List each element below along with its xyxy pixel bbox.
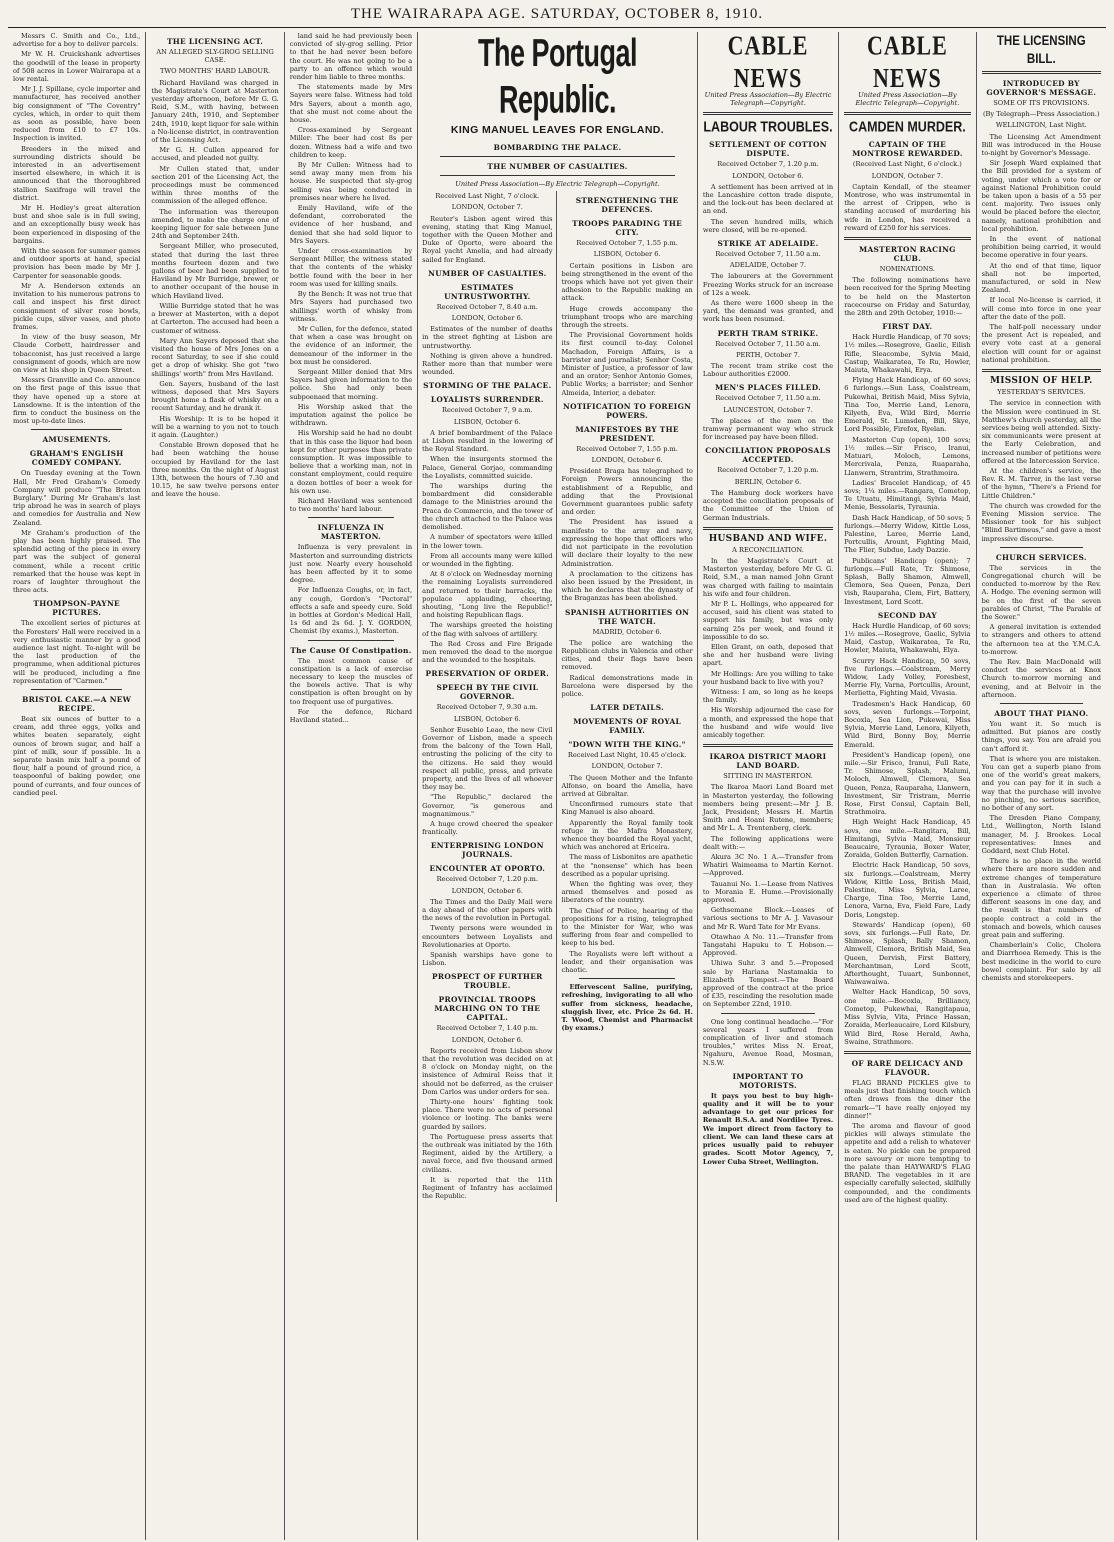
article-paragraph: The Dresden Piano Company, Ltd., Wellington, North Island manager, M. J. Brookes. Local representatives: Innes and Goddard, next Club Hotel. bbox=[981, 814, 1101, 856]
column-2 bbox=[146, 32, 284, 1540]
article-paragraph: Apparently the Royal family took refuge in the Mafra Monastery, whence they boarded the Royal yacht, which was anchored at Ericeira. bbox=[561, 818, 693, 852]
king-manuel-heading: KING MANUEL LEAVES FOR ENGLAND. bbox=[450, 124, 665, 136]
article-paragraph: That is where you are mistaken. You can get a superb piano from one of the world's great makers, and you can pay for it in such a way that the purchase will involve no pinching, no serious sacrifice, no bother of any sort. bbox=[981, 754, 1101, 813]
article-paragraph: It is reported that the 11th Regiment of Infantry has acclaimed the Republic. bbox=[422, 1175, 553, 1201]
licensing-subheading: AN ALLEGED SLY-GROG SELLING CASE. bbox=[156, 48, 274, 65]
divider bbox=[844, 112, 970, 115]
portugal-columns bbox=[422, 191, 693, 1202]
section-heading: SETTLEMENT OF COTTON DISPUTE. bbox=[709, 140, 827, 159]
article-paragraph: Gen. Sayers, husband of the last witness, deposed that Mrs Sayers brought home a flask of whisky on a recent Saturday, and he drank it. bbox=[151, 379, 279, 413]
article-paragraph: The Times and the Daily Mail were a day ahead of the other papers with the news of the revolution in Portugal. bbox=[422, 897, 553, 923]
section-heading: NOTIFICATION TO FOREIGN POWERS. bbox=[563, 401, 692, 420]
masthead: THE WAIRARAPA AGE. SATURDAY, OCTOBER 8, 1910. bbox=[8, 6, 1106, 28]
article-paragraph: The places of the men on the tramway permanent way who struck for increased pay have been filled. bbox=[702, 416, 834, 442]
article-paragraph: On Tuesday evening at the Town Hall, Mr Fred Graham's Comedy Company will produce "The Brixton Burglary." During Mr Graham's last trip abroad he was in search of plays and comedies for Australia and New Zealand. bbox=[13, 469, 141, 527]
divider bbox=[982, 369, 1101, 372]
first-day-heading: FIRST DAY. bbox=[882, 322, 933, 332]
article-paragraph: The church was crowded for the Evening Mission service. The Missioner took for his subject "Blind Bartimeus," and gave a most impressive discourse. bbox=[981, 501, 1101, 543]
portugal-title: The Portugal Republic. bbox=[477, 32, 637, 121]
article-paragraph: Gethsemane Block.—Leases of various sections to Mr A. J. Vavasour and Mr R. Ward Tate for Mr Evans. bbox=[702, 906, 834, 931]
article-paragraph: The seven hundred mills, which were closed, will be re-opened. bbox=[702, 217, 834, 234]
article-paragraph: Radical demonstrations made in Barcelona were dispersed by the police. bbox=[561, 673, 693, 698]
byline: (By Telegraph—Press Association.) bbox=[982, 110, 1100, 119]
article-paragraph: Mr Hollings: Are you willing to take your husband back to live with you? bbox=[702, 669, 834, 686]
article-paragraph: Reports received from Lisbon show that the revolution was decided on at 8 o'clock on Monday night, on the insistence of Admiral Reiss that it should not be deferred, as the cruiser Dom Carlos was under orders for sea. bbox=[422, 1046, 553, 1096]
article-paragraph: Huge crowds accompany the triumphant troops who are marching through the streets. bbox=[561, 304, 693, 330]
section-heading: LOYALISTS SURRENDER. bbox=[430, 395, 544, 405]
husband-wife-heading: HUSBAND AND WIFE. bbox=[708, 533, 828, 544]
article-paragraph: As there were 1600 sheep in the yard, the demand was granted, and work has been resumed. bbox=[702, 299, 834, 324]
byline: United Press Association—By Electric Telegraph—Copyright. bbox=[855, 91, 960, 108]
article-paragraph: When the fighting was over, they armed themselves and posed as liberators of the country. bbox=[561, 879, 693, 905]
divider bbox=[440, 175, 675, 176]
race-entry: Dash Hack Handicap, of 50 sovs; 5 furlongs.—Merry Widow, Kittle Loss, Palestine, Laree, Merrie Land, Portcullis, Arount, Fighting Maid, The Flier, Subdue, Lady Dazzie. bbox=[844, 513, 971, 555]
article-paragraph: You want it. So much is admitted. But pianos are costly things, you say. You are afraid you can't afford it. bbox=[981, 720, 1101, 753]
divider bbox=[31, 429, 122, 430]
dateline: LAUNCESTON, October 7. bbox=[723, 405, 813, 414]
article-paragraph: The Royalists were left without a leader, and their organisation was chaotic. bbox=[561, 949, 693, 975]
article-paragraph: For the defence, Richard Haviland stated... bbox=[289, 707, 413, 725]
dateline: ADELAIDE, October 7. bbox=[729, 261, 807, 270]
article-paragraph: Unconfirmed rumours state that King Manuel is also aboard. bbox=[561, 800, 693, 817]
divider bbox=[308, 517, 394, 518]
article-paragraph: Sergeant Miller, who prosecuted, stated that during the last three months fourteen dozen and two gallons of beer had been supplied to Haviland by Mr Burridge, brewer, or to another occupant of the house in which Haviland lived. bbox=[151, 242, 279, 300]
article-paragraph: By the Bench: It was not true that Mrs Sayers had purchased two shillings' worth of whisky from witness. bbox=[289, 290, 413, 323]
racing-club-heading: MASTERTON RACING CLUB. bbox=[859, 245, 956, 264]
amusements-heading: AMUSEMENTS. bbox=[42, 435, 111, 445]
article-paragraph: The police are watching the Republican clubs in Valencia and other cities, and their flags have been removed. bbox=[561, 638, 693, 672]
article-paragraph: The excellent series of pictures at the Foresters' Hall were received in a very enthusiastic manner by a good audience last night. To-night will be the last production of the programme, when additional pictures will be produced, including a fine representation of "Carmen." bbox=[13, 619, 141, 685]
column-8 bbox=[977, 32, 1106, 1540]
dateline: Received October 7, 1.55 p.m. bbox=[576, 239, 678, 248]
article-paragraph: Richard Haviland was charged in the Magistrate's Court at Masterton yesterday afternoon, before Mr G. G. Reid, S.M., with having, between January 24th, 1910, and September 24th, 1910, kept liquor for sale within a No-license district, in contravention of the Licensing Act. bbox=[151, 78, 279, 145]
article-paragraph: The Licensing Act Amendment Bill was introduced in the House to-night by Governor's Message. bbox=[981, 132, 1101, 158]
reconciliation-heading: A RECONCILIATION. bbox=[732, 545, 804, 554]
article-paragraph: For Influenza Coughs, or, in fact, any cough, Gordon's "Pectoral" effects a safe and speedy cure. Sold in bottles at Gordon's Medical Hall, 1s 6d and 2s 6d. J. Y. GORDON, Chemist (by exams.), Masterton. bbox=[289, 586, 413, 636]
camden-murder-heading: CAMDEN MURDER. bbox=[849, 118, 966, 136]
article-paragraph: The most common cause of constipation is a lack of exercise necessary to keep the muscles of the bowels active. That is why constipation is often brought on by too frequent use of purgatives. bbox=[289, 656, 413, 706]
columns bbox=[8, 32, 1106, 1540]
article-paragraph: Mr Cullen, for the defence, stated that when a case was brought on the evidence of an informer, the demeanour of the informer in the box must be considered. bbox=[289, 324, 413, 366]
article-paragraph: The following nominations have been received for the Spring Meeting to be held on the Masterton racecourse on Friday and Saturday, the 28th and 29th October, 1910:— bbox=[844, 276, 971, 318]
article-paragraph: Witness: I am, so long as he keeps the family. bbox=[702, 687, 834, 705]
article-paragraph: Influenza is very prevalent in Masterton and surrounding districts just now. Nearly every household has been affected by it to some degree. bbox=[289, 543, 413, 585]
licensing-subheading-2: TWO MONTHS' HARD LABOUR. bbox=[159, 67, 271, 76]
article-paragraph: At the children's service, the Rev. R. M. Tarrer, in the last verse of the hymn, "There's a Friend for Little Children." bbox=[981, 466, 1101, 500]
dateline: WELLINGTON, Last Night. bbox=[995, 121, 1087, 130]
article-paragraph: A number of spectators were killed in the lower town. bbox=[422, 533, 553, 550]
section-heading: MANIFESTOES BY THE PRESIDENT. bbox=[575, 424, 679, 443]
article-paragraph: The Provisional Government holds its first council to-day. Colonel Machadon, Foreign Affairs, is a barrister and journalist; Senhor Costa, Minister of Justice, a professor of law and an orator; Senhor Antonio Gomes, Public Works; a barrister; and Senhor Almeida, Interior, a debater. bbox=[561, 331, 693, 397]
section-heading: ESTIMATES UNTRUSTWORTHY. bbox=[444, 282, 531, 301]
notice: Messrs C. Smith and Co., Ltd., advertise for a boy to deliver parcels. bbox=[13, 32, 141, 49]
motorists-heading: IMPORTANT TO MOTORISTS. bbox=[732, 1071, 804, 1090]
article-paragraph: A general invitation is extended to strangers and others to attend the afternoon tea at the Y.M.C.A. to-morrow. bbox=[981, 623, 1101, 656]
section-heading: PROSPECT OF FURTHER TROUBLE. bbox=[432, 972, 543, 991]
notice: Mr H. Hedley's great alteration bust and shoe sale is in full swing, and an exceptionally busy week has been experienced in disposing of the bargains. bbox=[13, 204, 141, 245]
bristol-heading: BRISTOL CAKE.—A NEW RECIPE. bbox=[22, 695, 132, 714]
article-paragraph: Sir Joseph Ward explained that the Bill provided for a system of voting, under which a vote for or against National Prohibition could be taken upon a basis of a 55 per cent. majority. Two issues only would be placed before the elector, namely, national prohibition and local prohibition. bbox=[981, 159, 1101, 233]
article-paragraph: There is no place in the world where there are more sudden and extreme changes of temperature than in Australasia. We often experience a climate of three different seasons in one day, and the result is that numbers of people contract a cold in the stomach and bowels, which causes great pain and suffering. bbox=[981, 857, 1101, 940]
article-paragraph: A huge crowd cheered the speaker frantically. bbox=[422, 819, 553, 837]
dateline: LONDON, October 6. bbox=[732, 171, 804, 180]
article-paragraph: Captain Kendall, of the steamer Montrose, who was instrumental in the arrest of Crippen, who is standing accused of murdering his wife in London, has received a reward of £250 for his services. bbox=[844, 182, 971, 232]
dateline: Received October 7, 1.20 p.m. bbox=[717, 466, 819, 475]
portugal-article bbox=[418, 32, 698, 1540]
article-paragraph: Constable Brown deposed that he had been watching the house occupied by Haviland for the last three months. On the night of August 13th, between the hours of 7.30 and 10.15, he saw twelve persons enter and leave the house. bbox=[151, 441, 279, 499]
article-paragraph: The mass of Lisbonites are apathetic at the "nonsense" which has been described as a popular uprising. bbox=[561, 853, 693, 878]
article-paragraph: Akura 3C No. 1 A.—Transfer from Whatiri Waimeama to Martin Kernot.—Approved. bbox=[702, 853, 834, 878]
notice: Breeders in the mixed and surrounding districts should be interested in an advertisement inserted elsewhere, in which it is announced that the thoroughbred stallion Saxifrage will travel the district. bbox=[13, 144, 141, 202]
divider bbox=[1000, 547, 1083, 548]
dateline: LISBON, October 6. bbox=[453, 417, 521, 426]
article-paragraph: Thirty-one hours' fighting took place. There were no acts of personal violence or looting. The banks were guarded by sailors. bbox=[422, 1098, 553, 1131]
dateline: Received October 7, 11.50 a.m. bbox=[715, 250, 821, 259]
article-paragraph: The recent tram strike cost the Labour authorities £2000. bbox=[702, 362, 834, 379]
divider bbox=[721, 1013, 815, 1014]
divider bbox=[308, 640, 394, 641]
nominations-heading: NOMINATIONS. bbox=[879, 265, 936, 274]
dateline: MADRID, October 6. bbox=[592, 627, 662, 636]
article-paragraph: land said he had previously been convicted of sly-grog selling. Prior to that he had never been before the court. He was not going to be a party to an offence which would render him liable to three months. bbox=[289, 32, 413, 82]
article-paragraph: The labourers at the Government Freezing Works struck for an increase of 12s a week. bbox=[702, 272, 834, 297]
cable-news-heading: CABLE NEWS bbox=[727, 32, 809, 94]
dateline: Received October 7, 1.55 p.m. bbox=[576, 444, 678, 453]
article-paragraph: Emily Haviland, wife of the defendant, corroborated the evidence of her husband, and denied that she had sold liquor to Mrs Sayers. bbox=[289, 204, 413, 245]
article-paragraph: Mary Ann Sayers deposed that she visited the house of Mrs Jones on a recent Saturday, to see if she could get a drop of whisky. She got "two shillings' worth" from Mrs Haviland. bbox=[151, 336, 279, 378]
section-heading: PROVINCIAL TROOPS MARCHING ON TO THE CAPITAL. bbox=[434, 995, 541, 1023]
casualties-heading: THE NUMBER OF CASUALTIES. bbox=[487, 162, 628, 171]
yesterday-heading: YESTERDAY'S SERVICES. bbox=[997, 388, 1086, 397]
article-paragraph: His Worship: It is to be hoped it will be a warning to you not to touch it again. (Laughter.) bbox=[151, 414, 279, 439]
race-entry: Tradesmen's Hack Handicap, 60 sovs, seven furlongs.—Torpoint, Bocoxla, Sea Lion, Pukewai, Miss Sylvia, Merrie Land, Lenora, Kilyeth, Wild Bird, Bonny Boy, Merrie Emerald. bbox=[844, 699, 971, 749]
column-4 bbox=[422, 191, 557, 1202]
article-paragraph: "The Republic," declared the Governor, "is generous and magnanimous." bbox=[422, 793, 553, 818]
section-heading: MOVEMENTS OF ROYAL FAMILY. bbox=[573, 717, 682, 736]
article-paragraph: The half-poll necessary under the present Act is repealed, and every vote cast at a general election will count for or against national prohibition. bbox=[981, 323, 1101, 364]
dateline: LISBON, October 6. bbox=[453, 714, 521, 723]
column-7 bbox=[839, 32, 976, 1540]
article-paragraph: Spanish warships have gone to Lisbon. bbox=[422, 951, 553, 968]
dateline: LONDON, October 7. bbox=[451, 203, 523, 212]
dateline: LONDON, October 7. bbox=[591, 762, 663, 771]
race-entry: Hack Hurdle Handicap, of 60 sovs; 1½ miles.—Rosegrove, Gaelic, Sylvia Maid, Castup, Waikaratea, Te Ru, Howler, Maiuta, Whakawahi, Elya. bbox=[844, 621, 971, 655]
divider bbox=[982, 71, 1101, 74]
article-paragraph: Cross-examined by Sergeant Miller: The beer had cost 8s per dozen. Witness had a wife and two children to keep. bbox=[289, 126, 413, 159]
dateline: Received Last Night, 10.45 o'clock. bbox=[567, 751, 687, 760]
article-paragraph: President Braga has telegraphed to Foreign Powers announcing the establishment of a Republic, and adding that the Provisional Government guarantees public safety and order. bbox=[561, 467, 693, 517]
dateline: Received October 7, 8.40 a.m. bbox=[436, 302, 538, 311]
article-paragraph: Estimates of the number of deaths in the street fighting at Lisbon are untrustworthy. bbox=[422, 325, 553, 350]
dateline: Received October 7, 1.40 p.m. bbox=[436, 1024, 539, 1033]
dateline: Received October 7, 9 a.m. bbox=[441, 406, 533, 415]
article-paragraph: The Ikaroa Maori Land Board met in Masterton yesterday, the following members being present:—Mr J. B. Jack, President; Messrs H. Martin Smith and Hoani Rutene, members; and Mr L. A. Trentenberg, clerk. bbox=[702, 783, 834, 833]
section-heading: SPEECH BY THE CIVIL GOVERNOR. bbox=[436, 683, 539, 702]
article-paragraph: Mr Graham's production of the play has been highly praised. The splendid acting of the piece in every part was the subject of general comment, while a recent critic remarked that the house was kept in roars of laughter throughout the three acts. bbox=[13, 528, 141, 595]
headache-advertisement: One long continual headache.—"For several years I suffered from complication of liver and stomach troubles," writes Miss N. Ereat, Ngahuru, Avenue Road, Mosman, N.S.W. bbox=[702, 1017, 834, 1067]
divider bbox=[703, 744, 833, 747]
provisions-heading: SOME OF ITS PROVISIONS. bbox=[993, 99, 1090, 107]
article-paragraph: When the insurgents stormed the Palace, General Gorjao, commanding the Loyalists, committed suicide. bbox=[422, 455, 553, 480]
article-paragraph: The Chief of Police, hearing of the propositions for a rising, telegraphed to the Minister for War, who was suffering from fear and compelled to keep to his bed. bbox=[561, 906, 693, 948]
pickles-advertisement: The aroma and flavour of good pickles will always stimulate the appetite and add a relish to whatever is eaten. No pickle can be prepared more savoury or more tempting to the palate than HAYWARD'S FLAG BRAND. The vegetables in it are especially carefully selected, skilfully compounded, and the condiments used are of the highest quality. bbox=[844, 1121, 971, 1204]
article-paragraph: In the Magistrate's Court at Masterton yesterday, before Mr G. G. Reid, S.M., a man named John Grant was charged with failing to maintain his wife and four children. bbox=[702, 556, 834, 598]
divider bbox=[844, 237, 970, 240]
divider bbox=[703, 112, 833, 115]
article-paragraph: Senhor Eusebio Leao, the new Civil Governor of Lisbon, made a speech from the balcony of the Town Hall, entrusting the policing of the city to the citizens. He said they would respect all public, press, and private property, and the lives of all whoever they may be. bbox=[422, 725, 553, 792]
byline: United Press Association—By Electric Telegraph—Copyright. bbox=[455, 180, 660, 188]
article-paragraph: The Queen Mother and the Infante Alfonso, on board the Amelia, have arrived at Gibraltar. bbox=[561, 773, 693, 798]
section-heading: MEN'S PLACES FILLED. bbox=[714, 383, 822, 393]
article-paragraph: Otawhao A No. 11.—Transfer from Tangatahi Hapuku to T. Hobson.—Approved. bbox=[702, 932, 834, 958]
notice: Mr A. Henderson extends an invitation to his numerous patrons to call and inspect his first direct consignment of silver rose bowls, pickle cups, silver vases, and photo frames. bbox=[13, 281, 141, 331]
bombard-heading: BOMBARDING THE PALACE. bbox=[493, 143, 622, 152]
piano-heading: ABOUT THAT PIANO. bbox=[994, 709, 1089, 718]
race-entry: Ladies' Bracelet Handicap, of 45 sovs; 1¼ miles.—Rangara, Cometop, Te Utuatu, Himitangi, Sylvia Maid, Menie, Bessolaris, Tyraunia. bbox=[844, 478, 971, 512]
article-paragraph: The warships greeted the hoisting of the flag with salvoes of artillery. bbox=[422, 621, 553, 638]
race-entry: High Weight Hack Handicap, 45 sovs, one mile.—Rangitara, Bill, Himitangi, Sylvia Maid, Monsieur Beaucaire, Tyraunia, Boxer Water, Zoraida, Golden Butterfly, Carnation. bbox=[844, 818, 971, 860]
race-entry: Scurry Hack Handicap, 50 sovs, five furlongs.—Coalstream, Merry Widow, Lady Volley, Foresbest, Merrie Fly, Varna, Portcullis, Arount, Merlietta, Fighting Maid, Vivasia. bbox=[844, 656, 971, 698]
article-paragraph: A brief bombardment of the Palace at Lisbon resulted in the lowering of the Royal Standard. bbox=[422, 428, 553, 454]
section-heading: NUMBER OF CASUALTIES. bbox=[428, 268, 547, 278]
race-entry: Flying Hack Handicap, of 60 sovs; 6 furlongs.—Sun Lass, Coalstream, Pukewhai, British Maid, Miss Sylvia, Tina Too, Merrie Land, Lenora, Kilyeth, Eva, Wild Bird, Merrie Emerald, St. Lumsden, Bill, Skye, Lord Possible, Firefox, Ryelan. bbox=[844, 376, 971, 434]
race-entry: Stewards' Handicap (open), 60 sovs, six furlongs.—Full Rate, Dr. Shimose, Splash, Bally Shamon, Almwell, Clemora, British Maid, Sea Queen, Dervish, First Battery, Merchantman, Lord Scott, Afterthought, Tuuart, Sunbonnet, Waiwawaiwa. bbox=[844, 920, 971, 987]
section-heading: STRIKE AT ADELAIDE. bbox=[717, 239, 819, 249]
article-paragraph: A proclamation to the citizens has also been issued by the President, in which he declares that the dynasty of the Braganzas has been abolished. bbox=[561, 569, 693, 603]
race-entry: Masterton Cup (open), 100 sovs; 1½ miles.—Sir Frisco, Iranui, Matuari, Moloch, Lemons, Mercrivala, Penza, Ruaparaha, Llanwern, Strantrim, Strathmoira. bbox=[844, 435, 971, 477]
dateline: LONDON, October 6. bbox=[451, 886, 523, 895]
article-paragraph: Mr P. L. Hollings, who appeared for accused, said his client was stated to support his family, but was only earning 25s per week, and found it impossible to do so. bbox=[702, 599, 834, 641]
constipation-heading: The Cause Of Constipation. bbox=[290, 645, 412, 655]
dateline: LISBON, October 6. bbox=[593, 250, 661, 259]
article-paragraph: A settlement has been arrived at in the Lancashire cotton trade dispute, and the lock-out has been declared at an end. bbox=[702, 182, 834, 216]
section-heading: CONCILIATION PROPOSALS ACCEPTED. bbox=[705, 446, 831, 465]
race-entry: Welter Hack Handicap, 50 sovs, one mile.—Bocoxla, Brilliancy, Cometop, Pukewhai, Rangitapaua, Miss Sylvia, Vita, Prince Hassan, Zoraida, Merleaucaire, Lord Kilsbury, Wild Bird, Rose Herald, Awha, Swaine, Strathmore. bbox=[844, 988, 971, 1046]
mission-heading: MISSION OF HELP. bbox=[989, 376, 1093, 387]
article-paragraph: His Worship said he had no doubt that in this case the liquor had been kept for other purposes than private consumption. It was impossible to believe that a working man, not in constant employment, could require a dozen bottles of beer a week for his own use. bbox=[289, 429, 413, 495]
dateline: Received October 7, 11.50 a.m. bbox=[715, 339, 821, 348]
article-paragraph: By Mr Cullen: Witness had to send away many men from his house. He suspected that sly-grog selling was being conducted in premises near where he lived. bbox=[289, 161, 413, 202]
section-heading: STORMING OF THE PALACE. bbox=[423, 381, 552, 391]
influenza-heading: INFLUENZA IN MASTERTON. bbox=[317, 523, 385, 542]
article-paragraph: His Worship adjourned the case for a month, and expressed the hope that the husband and wife would live amicably together. bbox=[702, 706, 834, 739]
dateline: LONDON, October 7. bbox=[871, 171, 943, 180]
section-heading: CAPTAIN OF THE MONTROSE REWARDED. bbox=[852, 140, 963, 159]
race-entry: Electric Hack Handicap, 50 sovs, six furlongs.—Coalstream, Merry Widow, Kittle Loss, British Maid, Palestine, Miss Sylvia, Laree, Charge, Tina Too, Merrie Land, Lenora, Varna, Eva, Field Fare, Lady Doris, Longstep. bbox=[844, 861, 971, 919]
second-day-heading: SECOND DAY bbox=[877, 610, 937, 620]
article-paragraph: Sergeant Miller denied that Mrs Sayers had given information to the police. She had only been subpoenaed that morning. bbox=[289, 367, 413, 401]
race-entry: Publicans' Handicap (open); 7 furlongs.—Full Rate, Tr. Shimose, Splash, Bally Shamon, Almwell, Clemora, Sea Queen, Penza, Deri vish, Rauparaha, Clem, Firt, Battery, Investment, Lord Scott. bbox=[844, 556, 971, 606]
article-paragraph: Mr Cullen stated that, under section 201 of the Licensing Act, the proceedings must be commenced within three months of the commission of the alleged offence. bbox=[151, 164, 279, 206]
article-paragraph: Uhiwa Suhr. 3 and 5.—Proposed sale by Hariana Nastamakia to Elizabeth Tempest.—The Board approved of the contract at the price of £35, rescinding the resolution made on September 22nd, 1910. bbox=[702, 959, 834, 1009]
article-paragraph: The following applications were dealt with:— bbox=[702, 834, 834, 851]
column-3 bbox=[285, 32, 418, 1540]
dateline: (Received Last Night, 6 o'clock.) bbox=[852, 160, 962, 169]
article-paragraph: Ellen Grant, on oath, deposed that she and her husband were living apart. bbox=[702, 642, 834, 668]
article-paragraph: The warships during the bombardment did considerable damage to the Ministries around the Praca do Commercio, and the tower of the church attached to the Palace was demolished. bbox=[422, 482, 553, 532]
article-paragraph: His Worship asked that the imputation against the police be withdrawn. bbox=[289, 402, 413, 428]
section-heading: STRENGTHENING THE DEFENCES. bbox=[575, 196, 679, 215]
dateline: Received October 7, 1.20 p.m. bbox=[436, 875, 539, 884]
pickles-advertisement: FLAG BRAND PICKLES give to meals just that finishing touch which often draws from the diner the remark—"I have really enjoyed my dinner!" bbox=[844, 1078, 971, 1120]
dateline: Received Last Night, 7 o'clock. bbox=[435, 192, 540, 201]
article-paragraph: The Red Cross and Fire Brigade men removed the dead to the morgue and the wounded to the hospitals. bbox=[422, 639, 553, 665]
article-paragraph: Willie Burridge stated that he was a brewer at Masterton, with a depot at Carterton. The accused had been a customer of witness. bbox=[151, 301, 279, 335]
dateline: LONDON, October 6. bbox=[451, 314, 523, 323]
article-paragraph: Reuter's Lisbon agent wired this evening, stating that King Manuel, together with the Queen Mother and Duke of Oporto, were aboard the Royal yacht Amelia, and had already sailed for England. bbox=[422, 214, 553, 264]
section-heading: "DOWN WITH THE KING." bbox=[568, 740, 686, 750]
dateline: Received October 7, 9.30 a.m. bbox=[436, 703, 538, 712]
article-paragraph: The information was thereupon amended, to make the charge one of keeping liquor for sale between June 24th and September 24th. bbox=[151, 207, 279, 241]
column-6 bbox=[698, 32, 839, 1540]
notice: With the season for summer games and outdoor sports at hand, special provision has been made by Mr J. Carpenter for seasonable goods. bbox=[13, 247, 141, 280]
section-heading: PRESERVATION OF ORDER. bbox=[425, 669, 550, 679]
article-paragraph: Tauanui No. 1.—Lease from Natives to Morania E. Hume.—Provisionally approved. bbox=[702, 879, 834, 905]
sitting-heading: SITTING IN MASTERTON. bbox=[723, 772, 813, 781]
column-5 bbox=[557, 191, 692, 1202]
cable-news-heading: CABLE NEWS bbox=[866, 32, 948, 94]
motorists-advertisement: It pays you best to buy high-quality and it will be to your advantage to get our prices for Renault B.S.A. and Nordilee Tyres. We import direct from factory to client. We can land these cars at prices usually paid to rebuyer grades. Scott Motor Agency, 7, Lower Cuba Street, Wellington. bbox=[702, 1091, 834, 1166]
dateline: LONDON, October 6. bbox=[591, 456, 663, 465]
column-1 bbox=[8, 32, 146, 1540]
article-paragraph: The Rev. Bain MacDonald will conduct the services at Knox Church to-morrow morning and evening, and at Belvoir in the afternoon. bbox=[981, 657, 1101, 699]
section-heading: SPANISH AUTHORITIES ON THE WATCH. bbox=[565, 607, 690, 626]
section-heading: ENCOUNTER AT OPORTO. bbox=[429, 864, 546, 874]
article-paragraph: If local No-license is carried, it will come into force in one year after the date of the poll. bbox=[981, 296, 1101, 321]
article-paragraph: Under cross-examination by Sergeant Miller, the witness stated that the contents of the whisky bottle found with the beer in her room was used for killing snails. bbox=[289, 247, 413, 288]
introduced-heading: INTRODUCED BY GOVERNOR'S MESSAGE. bbox=[986, 79, 1097, 97]
section-heading: TROOPS PARADING THE CITY. bbox=[572, 219, 683, 238]
byline: United Press Association—By Electric Telegraph—Copyright. bbox=[704, 91, 832, 108]
dateline: Received October 7, 1.20 p.m. bbox=[717, 160, 819, 169]
article-paragraph: Richard Haviland was sentenced to two months' hard labour. bbox=[289, 496, 413, 514]
divider bbox=[1000, 703, 1083, 704]
article-paragraph: Twenty persons were wounded in encounters between Loyalists and Revolutionaries at Oporto. bbox=[422, 924, 553, 949]
article-paragraph: The Portuguese press asserts that the outbreak was initiated by the 16th Regiment, aided by the Artillery, a naval force, and five thousand armed civilians. bbox=[422, 1132, 553, 1174]
graham-heading: GRAHAM'S ENGLISH COMEDY COMPANY. bbox=[29, 449, 124, 468]
intro-notices bbox=[13, 32, 140, 425]
article-paragraph: Nothing is given above a hundred. Rather more than that number were wounded. bbox=[422, 351, 553, 377]
divider bbox=[31, 689, 122, 690]
thompson-heading: THOMPSON-PAYNE PICTURES. bbox=[33, 599, 120, 618]
saline-advertisement: Effervescent Saline, purifying, refreshing, invigorating to all who suffer from sickness, headache, sluggish liver, etc. Price 2s 6d. H. T. Wood, Chemist and Pharmacist (by exams.) bbox=[561, 983, 693, 1033]
church-heading: CHURCH SERVICES. bbox=[995, 552, 1087, 562]
dateline: LONDON, October 6. bbox=[451, 1035, 523, 1044]
race-entry: Hack Hurdle Handicap, of 70 sovs; 1½ miles.—Rosegrove, Gaelic, Eilish Rifle, Sleacombe, Sylvia Maid, Castup, Waikaratea, Te Ru, Howler, Maiuta, Whakawahi, Erya. bbox=[844, 333, 971, 375]
article-paragraph: Certain positions in Lisbon are being strengthened in the event of the troops which have not yet given their adhesion to the Republic making an attack. bbox=[561, 261, 693, 303]
article-paragraph: Mr G. H. Cullen appeared for accused, and pleaded not guilty. bbox=[151, 146, 279, 163]
article-paragraph: The service in connection with the Mission were continued in St. Matthew's church yesterday, all the services being well attended. Sixty-six communicants were present at the Early Celebration, and increased number of petitions were offered at the Intercession Service. bbox=[981, 399, 1101, 465]
dateline: PERTH, October 7. bbox=[736, 350, 800, 359]
dateline: Received October 7, 11.50 a.m. bbox=[715, 394, 821, 403]
notice: Messrs Granville and Co. announce on the first page of this issue that they have opened up a store at Lansdowne. It is the intention of the firm to conduct the business on the most up-to-date lines. bbox=[13, 376, 141, 426]
licensing-act-heading: THE LICENSING ACT. bbox=[166, 37, 264, 46]
article-paragraph: The President has issued a manifesto to the army and navy, expressing the hope that officers who did not participate in the revolution will declare their loyalty to the new Administration. bbox=[561, 518, 693, 568]
article-paragraph: In the event of national prohibition being carried, it would become operative in four years. bbox=[981, 235, 1101, 260]
article-paragraph: The services in the Congregational church will be conducted to-morrow by the Rev. A. Hodge. The evening sermon will be on the first of the seven parables of Christ, "The Parable of the Sower." bbox=[981, 563, 1101, 621]
section-heading: ENTERPRISING LONDON JOURNALS. bbox=[430, 841, 544, 860]
divider bbox=[703, 527, 833, 530]
notice: Mr J. J. Spillane, cycle importer and manufacturer, has received another big consignment of "The Coventry" cycles, which, in order to quit them as soon as possible, have been reduced from £10 to £7 10s. Inspection is invited. bbox=[13, 85, 141, 143]
rare-delicacy-heading: OF RARE DELICACY AND FLAVOUR. bbox=[851, 1058, 964, 1077]
ikaroa-heading: IKAROA DISTRICT MAORI LAND BOARD. bbox=[709, 752, 827, 771]
race-entry: President's Handicap (open), one mile.—Sir Frisco, Iranui, Full Rate, Tr. Shimose, Splash, Malumi, Moloch, Almwell, Clemora, Sea Queen, Penza, Rauparaha, Llanwern, Investment, Sir Tristram, Merrie Rose, First Consul, Captain Bell, Strathmoira. bbox=[844, 750, 971, 817]
divider bbox=[440, 156, 675, 157]
article-paragraph: At 8 o'clock on Wednesday morning the remaining Loyalists surrendered and returned to their barracks, the populace applauding, cheering, shouting, "Long live the Republic!" and hoisting Republican flags. bbox=[422, 570, 553, 620]
licensing-bill-heading: THE LICENSING BILL. bbox=[996, 34, 1086, 67]
section-heading: LATER DETAILS. bbox=[590, 703, 665, 713]
notice: Mr W. H. Cruickshank advertises the goodwill of the lease in property of 508 acres in Lower Wairarapa at a low rental. bbox=[13, 50, 141, 84]
notice: In view of the busy season, Mr Claude Corbett, hairdresser and tobacconist, has just received a large consignment of goods, which are now on view at his shop in Queen Street. bbox=[13, 333, 141, 374]
section-heading: PERTH TRAM STRIKE. bbox=[717, 328, 819, 338]
article-paragraph: The Hamburg dock workers have accepted the conciliation proposals of the Committee of the Union of German Industrials. bbox=[702, 488, 834, 522]
article-paragraph: Chamberlain's Colic, Cholera and Diarrhoea Remedy. This is the best medicine in the world to cure bowel complaint. For sale by all chemists and storekeepers. bbox=[981, 941, 1101, 983]
article-paragraph: Beat six ounces of butter to a cream, add three eggs, yolks and whites beaten separately, eight ounces of brown sugar, and half a pint of milk, sour if possible. In a separate basin mix half a pound of flour, half a pound of ground rice, a teaspoonful of baking powder, one pound of currants, and four ounces of candied peel. bbox=[13, 715, 141, 797]
divider bbox=[844, 1051, 970, 1054]
dateline: BERLIN, October 6. bbox=[734, 477, 802, 486]
article-paragraph: From all accounts many were killed or wounded in the fighting. bbox=[422, 551, 553, 568]
divider bbox=[579, 978, 674, 979]
labour-troubles-heading: LABOUR TROUBLES. bbox=[703, 118, 833, 136]
article-paragraph: The statements made by Mrs Sayers were false. Witness had told Mrs Sayers, about a month ago, that she must not come about the house. bbox=[289, 83, 413, 125]
article-paragraph: At the end of that time, liquor shall not be imported, manufactured, or sold in New Zealand. bbox=[981, 261, 1101, 295]
